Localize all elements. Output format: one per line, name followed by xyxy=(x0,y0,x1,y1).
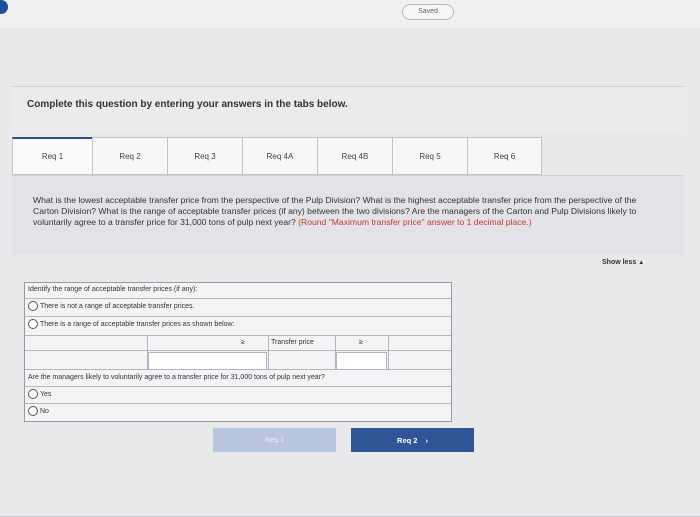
option-range[interactable] xyxy=(28,319,454,329)
radio-no-range[interactable] xyxy=(28,301,38,311)
req-tabs xyxy=(12,137,542,175)
divider xyxy=(268,336,269,350)
tab-req-4b[interactable]: Req 4B xyxy=(317,137,392,175)
divider xyxy=(25,298,451,299)
tab-req-5[interactable]: Req 5 xyxy=(392,137,467,175)
tab-req-6[interactable]: Req 6 xyxy=(467,137,542,175)
next-req-button[interactable] xyxy=(351,428,474,452)
gte-left: ≥ xyxy=(241,339,245,346)
saved-badge: Saved xyxy=(402,4,454,20)
transfer-price-label: Transfer price xyxy=(271,339,314,346)
radio-range[interactable] xyxy=(28,319,38,329)
option-range-label: There is a range of acceptable transfer prices as shown below: xyxy=(40,320,235,328)
option-yes[interactable] xyxy=(28,389,454,399)
tab-req-4a[interactable]: Req 4A xyxy=(242,137,317,175)
option-no[interactable] xyxy=(28,406,454,416)
show-less-toggle[interactable] xyxy=(602,259,644,266)
instruction-text: Complete this question by entering your answers in the tabs below. xyxy=(27,99,348,110)
caret-up-icon: ▲ xyxy=(638,260,645,266)
chevron-right-icon: › xyxy=(425,435,428,445)
rounding-note: (Round "Maximum transfer price" answer to 1 decimal place.) xyxy=(298,217,532,227)
tab-req-3[interactable]: Req 3 xyxy=(167,137,242,175)
max-price-input[interactable] xyxy=(336,352,387,370)
divider xyxy=(268,351,269,369)
divider xyxy=(388,336,389,350)
question-text xyxy=(33,195,663,228)
range-input-row xyxy=(25,350,451,370)
next-req-label: Req 2 xyxy=(397,435,418,445)
divider xyxy=(388,351,389,369)
show-less-label: Show less xyxy=(602,259,637,266)
divider xyxy=(25,386,451,387)
radio-yes[interactable] xyxy=(28,389,38,399)
option-no-range[interactable] xyxy=(28,301,454,311)
answer-table xyxy=(24,282,452,422)
agree-question: Are the managers likely to voluntarily agree to a transfer price for 31,000 tons of pulp next year? xyxy=(28,374,325,381)
range-heading: Identify the range of acceptable transfer prices (if any): xyxy=(28,286,198,293)
option-no-label: No xyxy=(40,407,49,415)
radio-no[interactable] xyxy=(28,406,38,416)
tab-req-1[interactable]: Req 1 xyxy=(12,137,92,175)
question-body: What is the lowest acceptable transfer price from the perspective of the Pulp Division? What is the highest acceptable transfer price from the perspective of the Carton Division? What is the range of acceptable transfer prices (if any) between the two divisions? Are the managers of the Carton and Pulp Divisions likely to voluntarily agree to a transfer price for 31,000 tons of pulp next year? xyxy=(33,195,637,227)
divider xyxy=(147,336,148,350)
divider xyxy=(25,403,451,404)
prev-req-button[interactable] xyxy=(213,428,336,452)
range-header-row xyxy=(25,335,451,350)
top-strip xyxy=(0,0,700,28)
gte-right: ≥ xyxy=(359,339,363,346)
divider xyxy=(335,336,336,350)
option-yes-label: Yes xyxy=(40,390,52,398)
prev-req-label: Req 1 xyxy=(265,436,284,444)
option-no-range-label: There is not a range of acceptable transfer prices. xyxy=(40,302,195,310)
min-price-input[interactable] xyxy=(148,352,267,370)
divider xyxy=(25,316,451,317)
tab-req-2[interactable]: Req 2 xyxy=(92,137,167,175)
